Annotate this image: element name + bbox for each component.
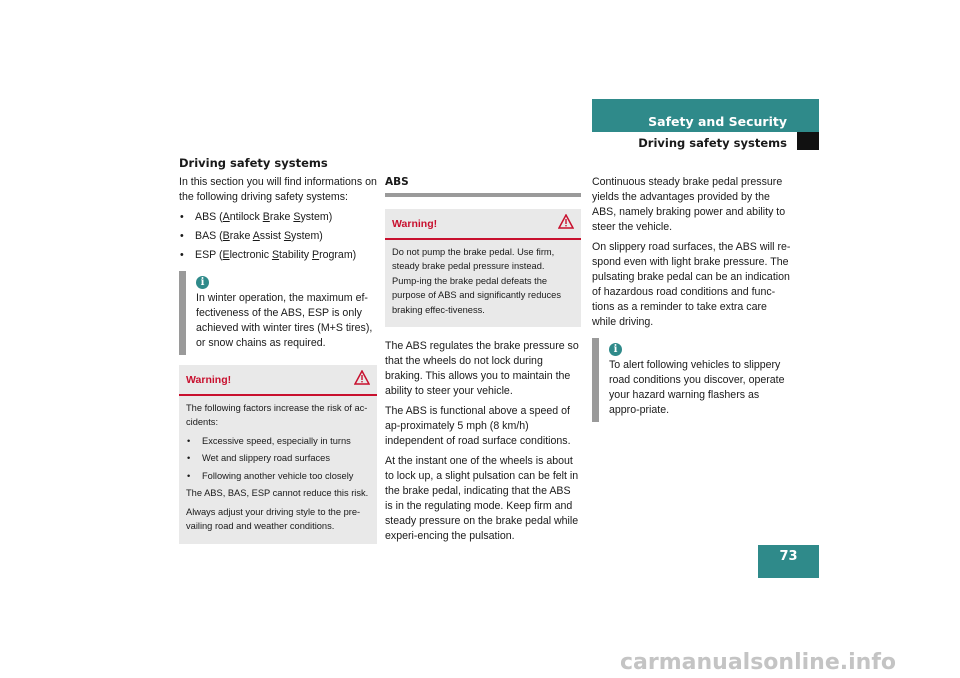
info-note-text: In winter operation, the maximum ef-fectiveness of the ABS, ESP is only achieved with winter tires (M+S tires), or snow chains as required. bbox=[196, 292, 373, 349]
risk-list bbox=[186, 434, 370, 484]
column-1 bbox=[179, 175, 377, 544]
system-item: • ESP (Electronic Stability Program) bbox=[179, 248, 377, 263]
risk-item: • Following another vehicle too closely bbox=[186, 469, 370, 484]
warning-box-accidents bbox=[179, 365, 377, 544]
risk-item: • Excessive speed, especially in turns bbox=[186, 434, 370, 449]
initial-letter: P bbox=[312, 249, 320, 261]
initial-letter: E bbox=[222, 249, 230, 261]
chapter-header bbox=[592, 99, 819, 132]
systems-list bbox=[179, 210, 377, 263]
intro-text: In this section you will find informations on the following driving safety systems: bbox=[179, 176, 377, 203]
initial-letter: S bbox=[293, 211, 301, 223]
chapter-title: Safety and Security bbox=[648, 114, 787, 129]
warning-body bbox=[179, 401, 377, 534]
warning-header bbox=[179, 365, 377, 396]
warning-triangle-icon bbox=[354, 370, 370, 390]
section-header: Driving safety systems bbox=[638, 136, 787, 150]
section-title: Driving safety systems bbox=[179, 156, 328, 170]
initial-letter: B bbox=[262, 211, 270, 223]
watermark: carmanualsonline.info bbox=[620, 650, 896, 675]
info-icon: i bbox=[609, 343, 622, 356]
warning-text: Always adjust your driving style to the pre-vailing road and weather conditions. bbox=[186, 506, 361, 531]
column-3 bbox=[592, 175, 792, 432]
initial-letter: S bbox=[283, 230, 292, 242]
warning-title: Warning! bbox=[186, 373, 232, 386]
header-marker bbox=[797, 132, 819, 150]
warning-text: The ABS, BAS, ESP cannot reduce this risk. bbox=[186, 488, 369, 498]
column-2 bbox=[385, 175, 581, 549]
abs-paragraph: On slippery road surfaces, the ABS will re-spond even with light brake pressure. The pulsating brake pedal can be an indication of hazardous road conditions and func-tions as a reminder to take extra care while driving. bbox=[592, 241, 791, 328]
warning-triangle-icon bbox=[558, 214, 574, 234]
warning-intro: The following factors increase the risk of ac-cidents: bbox=[186, 402, 368, 427]
warning-box-pump bbox=[385, 209, 581, 327]
warning-header bbox=[385, 209, 581, 240]
warning-text: Do not pump the brake pedal. Use firm, steady brake pedal pressure instead. Pump-ing the brake pedal defeats the purpose of ABS and significantly reduces braking effec-tiveness. bbox=[392, 246, 561, 315]
page-number: 73 bbox=[758, 545, 819, 578]
info-note-winter bbox=[179, 271, 377, 355]
initial-letter: S bbox=[271, 249, 280, 261]
initial-letter: A bbox=[222, 211, 230, 223]
info-note-hazard bbox=[592, 338, 792, 422]
abs-paragraph: Continuous steady brake pedal pressure yields the advantages provided by the ABS, namely braking power and ability to steer the vehicle. bbox=[592, 176, 786, 233]
system-item: • ABS (Antilock Brake System) bbox=[179, 210, 377, 225]
warning-body bbox=[385, 245, 581, 318]
warning-title: Warning! bbox=[392, 217, 438, 230]
risk-item: • Wet and slippery road surfaces bbox=[186, 451, 370, 466]
info-note-text: To alert following vehicles to slippery road conditions you discover, operate your hazard warning flashers as appro-priate. bbox=[609, 359, 785, 416]
initial-letter: A bbox=[252, 230, 260, 242]
initial-letter: B bbox=[222, 230, 230, 242]
abs-paragraph: The ABS regulates the brake pressure so that the wheels do not lock during braking. This allows you to maintain the ability to steer your vehicle. bbox=[385, 340, 579, 397]
system-item: • BAS (Brake Assist System) bbox=[179, 229, 377, 244]
abs-paragraph: The ABS is functional above a speed of ap-proximately 5 mph (8 km/h) independent of road surface conditions. bbox=[385, 405, 571, 447]
info-icon: i bbox=[196, 276, 209, 289]
abs-paragraph: At the instant one of the wheels is about to lock up, a slight pulsation can be felt in the brake pedal, indicating that the ABS is in the regulating mode. Keep firm and steady pressure on the brake pedal while experi-encing the pulsation. bbox=[385, 455, 579, 542]
abs-heading: ABS bbox=[385, 175, 581, 197]
